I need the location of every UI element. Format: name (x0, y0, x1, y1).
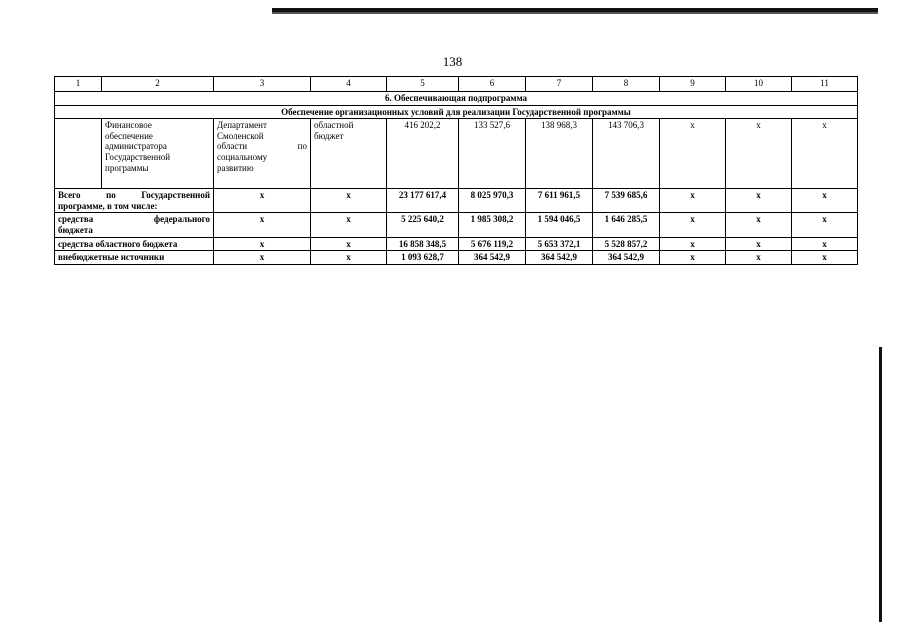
detail-value-total: 416 202,2 (387, 119, 459, 189)
extrabudgetary-col4: x (311, 251, 387, 265)
section-title-row (55, 92, 858, 106)
federal-budget-mark: x (792, 213, 858, 237)
regional-budget-mark: x (792, 237, 858, 251)
federal-budget-label (55, 213, 214, 237)
subsection-title-row (55, 105, 858, 119)
federal-budget-mark: x (726, 213, 792, 237)
col-header-1: 1 (55, 77, 102, 92)
detail-executor-line: социальному (217, 152, 268, 163)
detail-description (102, 119, 214, 189)
federal-budget-row (55, 213, 858, 237)
detail-description-line: программы (105, 162, 149, 173)
extrabudgetary-col3: x (214, 251, 311, 265)
extrabudgetary-value: 364 542,9 (526, 251, 593, 265)
col-header-9: 9 (660, 77, 726, 92)
col-header-2: 2 (102, 77, 214, 92)
total-row (55, 189, 858, 213)
col-header-7: 7 (526, 77, 593, 92)
page-number: 138 (442, 54, 463, 69)
federal-budget-mark: x (660, 213, 726, 237)
regional-budget-label: средства областного бюджета (55, 237, 214, 251)
total-row-mark: x (726, 189, 792, 213)
detail-executor-line: Смоленской (217, 130, 264, 141)
total-row-value: 7 539 685,6 (593, 189, 660, 213)
regional-budget-value: 16 858 348,5 (387, 237, 459, 251)
regional-budget-value: 5 653 372,1 (526, 237, 593, 251)
col-header-5: 5 (387, 77, 459, 92)
col-header-6: 6 (459, 77, 526, 92)
detail-mark: x (792, 119, 858, 189)
extrabudgetary-mark: x (792, 251, 858, 265)
col-header-8: 8 (593, 77, 660, 92)
detail-executor-line: области по (217, 141, 307, 152)
extrabudgetary-mark: x (726, 251, 792, 265)
subsection-title: Обеспечение организационных условий для реализации Государственной программы (55, 105, 858, 119)
detail-value-year3: 143 706,3 (593, 119, 660, 189)
federal-budget-value: 1 985 308,2 (459, 213, 526, 237)
federal-budget-label-line: средства федерального (58, 214, 210, 225)
detail-mark: x (726, 119, 792, 189)
federal-budget-col3: x (214, 213, 311, 237)
detail-col1 (55, 119, 102, 189)
federal-budget-col4: x (311, 213, 387, 237)
detail-source-line: бюджет (314, 130, 344, 141)
federal-budget-value: 1 594 046,5 (526, 213, 593, 237)
extrabudgetary-mark: x (660, 251, 726, 265)
federal-budget-label-line: бюджета (58, 225, 93, 236)
detail-source-line: областной (314, 120, 354, 131)
regional-budget-mark: x (726, 237, 792, 251)
extrabudgetary-row (55, 251, 858, 265)
detail-description-line: администратора (105, 141, 167, 152)
detail-description-line: Финансовое (105, 120, 152, 131)
total-row-col3: x (214, 189, 311, 213)
federal-budget-value: 1 646 285,5 (593, 213, 660, 237)
detail-executor (214, 119, 311, 189)
total-row-label-line: Всего по Государственной (58, 190, 210, 201)
federal-budget-value: 5 225 640,2 (387, 213, 459, 237)
regional-budget-value: 5 528 857,2 (593, 237, 660, 251)
detail-description-line: обеспечение (105, 130, 153, 141)
budget-table (54, 76, 858, 265)
detail-mark: x (660, 119, 726, 189)
right-edge-rule (879, 347, 882, 622)
regional-budget-value: 5 676 119,2 (459, 237, 526, 251)
total-row-label-line: программе, в том числе: (58, 200, 158, 211)
total-row-value: 7 611 961,5 (526, 189, 593, 213)
regional-budget-mark: x (660, 237, 726, 251)
total-row-mark: x (660, 189, 726, 213)
column-number-row (55, 77, 858, 92)
detail-value-year1: 133 527,6 (459, 119, 526, 189)
extrabudgetary-value: 364 542,9 (593, 251, 660, 265)
total-row-value: 23 177 617,4 (387, 189, 459, 213)
detail-value-year2: 138 968,3 (526, 119, 593, 189)
extrabudgetary-label: внебюджетные источники (55, 251, 214, 265)
col-header-3: 3 (214, 77, 311, 92)
total-row-col4: x (311, 189, 387, 213)
detail-source (311, 119, 387, 189)
detail-row (55, 119, 858, 189)
section-title: 6. Обеспечивающая подпрограмма (55, 92, 858, 106)
detail-executor-line: Департамент (217, 120, 267, 131)
detail-executor-line: развитию (217, 162, 254, 173)
detail-description-line: Государственной (105, 152, 171, 163)
col-header-4: 4 (311, 77, 387, 92)
total-row-mark: x (792, 189, 858, 213)
total-row-label (55, 189, 214, 213)
extrabudgetary-value: 1 093 628,7 (387, 251, 459, 265)
regional-budget-col3: x (214, 237, 311, 251)
col-header-10: 10 (726, 77, 792, 92)
col-header-11: 11 (792, 77, 858, 92)
regional-budget-col4: x (311, 237, 387, 251)
total-row-value: 8 025 970,3 (459, 189, 526, 213)
regional-budget-row (55, 237, 858, 251)
top-rule-shadow (272, 12, 878, 14)
extrabudgetary-value: 364 542,9 (459, 251, 526, 265)
